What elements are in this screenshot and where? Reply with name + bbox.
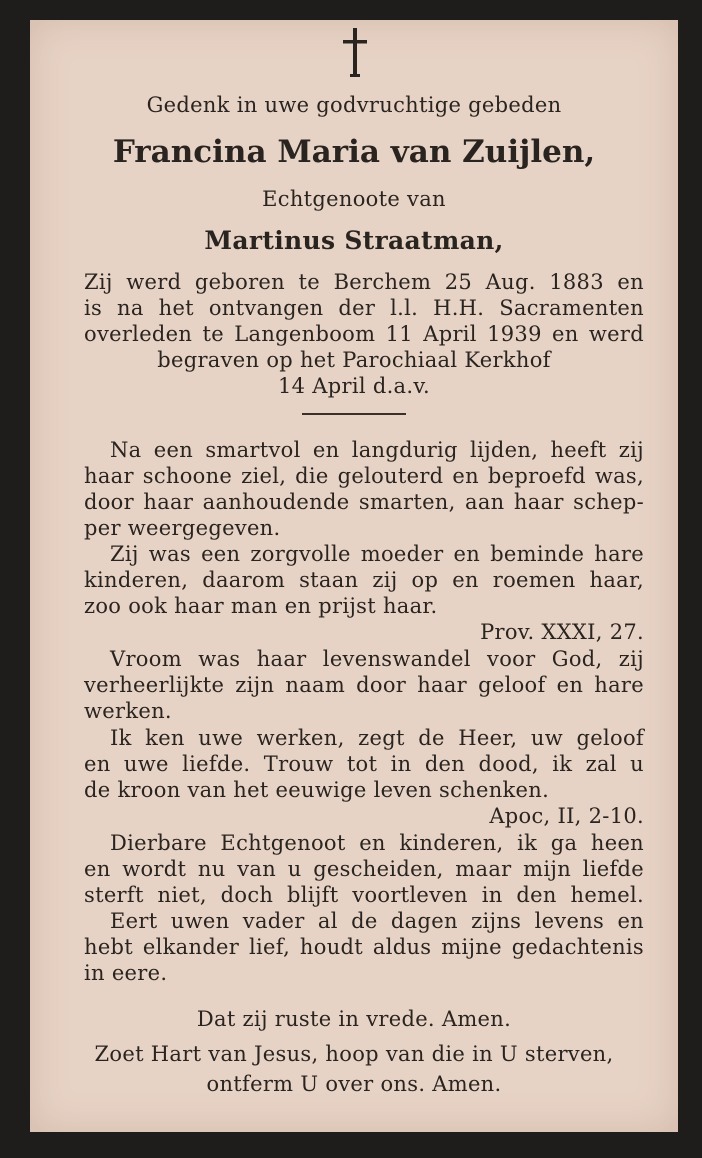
bio-line: Zij werd geboren te Berchem 25 Aug. 1883 en <box>84 270 644 294</box>
body-line: sterft niet, doch blijft voortleven in den hemel. <box>84 883 644 907</box>
closing-line: Zoet Hart van Jesus, hoop van die in U sterven, <box>94 1042 614 1066</box>
body-line: Zij was een zorgvolle moeder en beminde hare <box>110 542 644 566</box>
body-line: werken. <box>84 699 172 723</box>
divider-rule <box>302 413 406 415</box>
memorial-card <box>30 20 678 1132</box>
body-line: Ik ken uwe werken, zegt de Heer, uw geloof <box>110 726 644 750</box>
intro-line: Gedenk in uwe godvruchtige gebeden <box>146 93 562 117</box>
body-line: de kroon van het eeuwige leven schenken. <box>84 778 550 802</box>
body-line: Eert uwen vader al de dagen zijns levens en <box>110 909 644 933</box>
bio-line: overleden te Langenboom 11 April 1939 en werd <box>84 322 644 346</box>
closing-line: Dat zij ruste in vrede. Amen. <box>196 1007 512 1031</box>
scripture-reference: Prov. XXXI, 27. <box>480 620 644 644</box>
body-line: Dierbare Echtgenoot en kinderen, ik ga heen <box>110 831 644 855</box>
spouse-name: Martinus Straatman, <box>204 226 504 255</box>
bio-line: is na het ontvangen der l.l. H.H. Sacramenten <box>84 296 644 320</box>
deceased-name: Francina Maria van Zuijlen, <box>112 134 596 170</box>
bio-line: begraven op het Parochiaal Kerkhof <box>157 348 551 372</box>
body-line: Na een smartvol en langdurig lijden, heeft zij <box>110 438 644 462</box>
scripture-reference: Apoc, II, 2-10. <box>489 804 644 828</box>
body-line: per weergegeven. <box>84 516 281 540</box>
body-line: en wordt nu van u gescheiden, maar mijn liefde <box>84 857 644 881</box>
body-line: in eere. <box>84 961 168 985</box>
spouse-label: Echtgenoote van <box>262 187 446 211</box>
body-line: en uwe liefde. Trouw tot in den dood, ik zal u <box>84 752 644 776</box>
bio-line: 14 April d.a.v. <box>277 374 430 398</box>
body-line: zoo ook haar man en prijst haar. <box>84 594 438 618</box>
closing-line: ontferm U over ons. Amen. <box>206 1072 502 1096</box>
body-line: kinderen, daarom staan zij op en roemen haar, <box>84 568 644 592</box>
body-line: haar schoone ziel, die gelouterd en beproefd was, <box>84 464 644 488</box>
body-line: hebt elkander lief, houdt aldus mijne gedachtenis <box>84 935 644 959</box>
cross-icon <box>340 26 370 78</box>
body-line: verheerlijkte zijn naam door haar geloof en hare <box>84 673 644 697</box>
body-line: door haar aanhoudende smarten, aan haar schep- <box>84 490 644 514</box>
body-line: Vroom was haar levenswandel voor God, zij <box>110 647 644 671</box>
